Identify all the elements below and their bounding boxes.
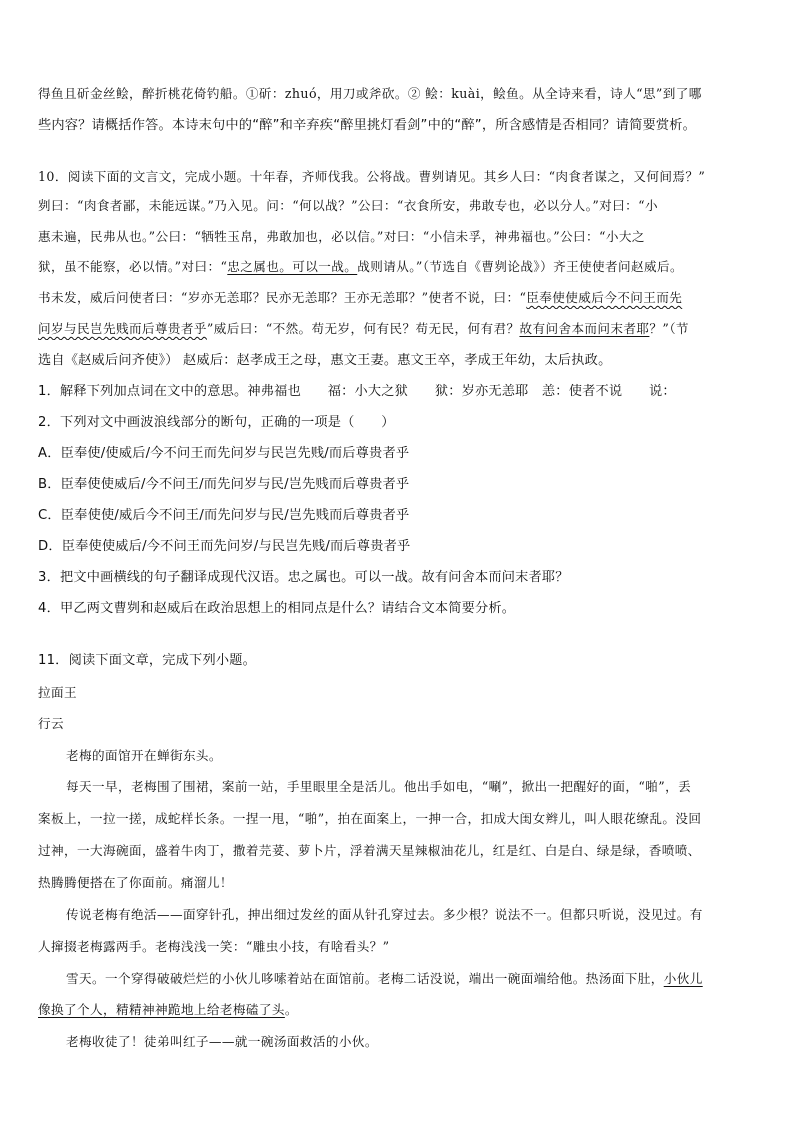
option-d: D．臣奉使使威后/今不问王而先问岁/与民岂先贱/而后尊贵者乎 [38,539,411,554]
underlined-sentence-2: 故有问舍本而问末者耶 [519,321,650,336]
article-paragraph-2-line-2: 案板上，一拉一搓，成蛇样长条。一捏一甩，“啪”，拍在面案上，一抻一合，扣成大闺女辫儿，叫人眼花缭乱。没回 [38,811,702,826]
q9-poem-and-notes-line: 得鱼且斫金丝鲙，醉折桃花倚钓船。①斫：zhuó，用刀或斧砍。② 鲙：kuài，鲙鱼。从全诗来看，诗人“思”到了哪 [38,86,702,101]
article-paragraph-1: 老梅的面馆开在蝉街东头。 [66,748,222,763]
underlined-sentence-1: 忠之属也。可以一战。 [227,259,358,274]
article-paragraph-4-line-1 [66,968,758,990]
article-paragraph-5: 老梅收徒了！徒弟叫红子——就一碗汤面救活的小伙。 [66,1034,378,1049]
option-a: A．臣奉使/使威后/今不问王而先问岁与民岂先贱/而后尊贵者乎 [38,446,410,461]
q10-subquestion-2: 2．下列对文中画波浪线部分的断句，正确的一项是（ ） [38,415,395,430]
option-b: B．臣奉使使威后/今不问王/而先问岁与民/岂先贱而后尊贵者乎 [38,477,410,492]
text-run: 。 [284,1002,298,1017]
underlined-sentence-3: 像换了个人，精精神神跪地上给老梅磕了头 [38,1002,285,1017]
q10-passage-line-5 [38,287,758,309]
text-run: ”威后曰：“不然。苟无岁，何有民？苟无民，何有君？ [206,321,520,336]
underlined-sentence-3: 小伙儿 [663,971,703,986]
q11-intro: 11．阅读下面文章，完成下列小题。 [38,653,256,668]
q10-subquestion-3: 3．把文中画横线的句子翻译成现代汉语。忠之属也。可以一战。故有问舍本而问末者耶？ [38,570,569,585]
article-paragraph-2-line-1: 每天一早，老梅围了围裙，案前一站，手里眼里全是活儿。他出手如电，“唰”，掀出一把醒好的面，“啪”，丢 [66,779,692,794]
article-paragraph-3-line-2: 人撺掇老梅露两手。老梅浅浅一笑：“雕虫小技，有啥看头？” [38,939,390,954]
text-run: 狱，虽不能察，必以情。”对曰：“ [38,259,228,274]
option-c: C．臣奉使使/威后今不问王/而先问岁与民/岂先贱而后尊贵者乎 [38,508,410,523]
q10-passage-line-6 [38,318,758,340]
q9-questions-line: 些内容？请概括作答。本诗末句中的“醉”和辛弃疾“醉里挑灯看剑”中的“醉”，所含感情是否相同？请简要赏析。 [38,118,697,133]
text-run: 战则请从。”（节选自《曹刿论战》）齐王使使者问赵威后。 [357,259,684,274]
text-run: 书未发，威后问使者曰：“岁亦无恙耶？民亦无恙耶？王亦无恙耶？”使者不说，曰：“ [38,290,527,305]
article-paragraph-3-line-1: 传说老梅有绝活——面穿针孔，抻出细过发丝的面从针孔穿过去。多少根？说法不一。但都只听说，没见过。有 [66,907,703,922]
q10-subquestion-1: 1．解释下列加点词在文中的意思。神弗福也 福：小大之狱 狱：岁亦无恙耶 恙：使者不说 说： [38,384,676,399]
article-title: 拉面王 [38,685,77,700]
wavy-underlined-segment: 问岁与民岂先贱而后尊贵者乎 [38,321,207,336]
wavy-underlined-segment: 臣奉使使威后今不问王而先 [526,290,683,305]
article-paragraph-4-line-2 [38,999,758,1021]
article-paragraph-2-line-3: 过神，一大海碗面，盛着牛肉丁，撒着芫荽、萝卜片，浮着满天星辣椒油花儿，红是红、白是白、绿是绿，香喷喷、 [38,843,701,858]
q10-passage-line-4 [38,256,758,278]
q10-subquestion-4: 4．甲乙两文曹刿和赵威后在政治思想上的相同点是什么？请结合文本简要分析。 [38,601,516,616]
article-paragraph-2-line-4: 热腾腾便搭在了你面前。痛溜儿！ [38,875,233,890]
text-run: ？”（节 [649,321,689,336]
text-run: 雪天。一个穿得破破烂烂的小伙儿哆嗦着站在面馆前。老梅二话没说，端出一碗面端给他。热汤面下肚， [66,971,664,986]
q10-passage-line-1: 10．阅读下面的文言文，完成小题。十年春，齐师伐我。公将战。曹刿请见。其乡人曰：“肉食者谋之，又何间焉？” [38,169,706,184]
q10-passage-line-3: 惠未遍，民弗从也。”公曰：“牺牲玉帛，弗敢加也，必以信。”对曰：“小信未孚，神弗福也。”公曰：“小大之 [38,229,645,244]
q10-passage-line-2: 刿曰：“肉食者鄙，未能远谋。”乃入见。问：“何以战？”公曰：“衣食所安，弗敢专也，必以分人。”对曰：“小 [38,198,658,213]
article-author: 行云 [38,716,64,731]
q10-passage-line-7: 选自《赵威后问齐使》） 赵威后：赵孝成王之母，惠文王妻。惠文王卒，孝成王年幼，太后执政。 [38,353,612,368]
